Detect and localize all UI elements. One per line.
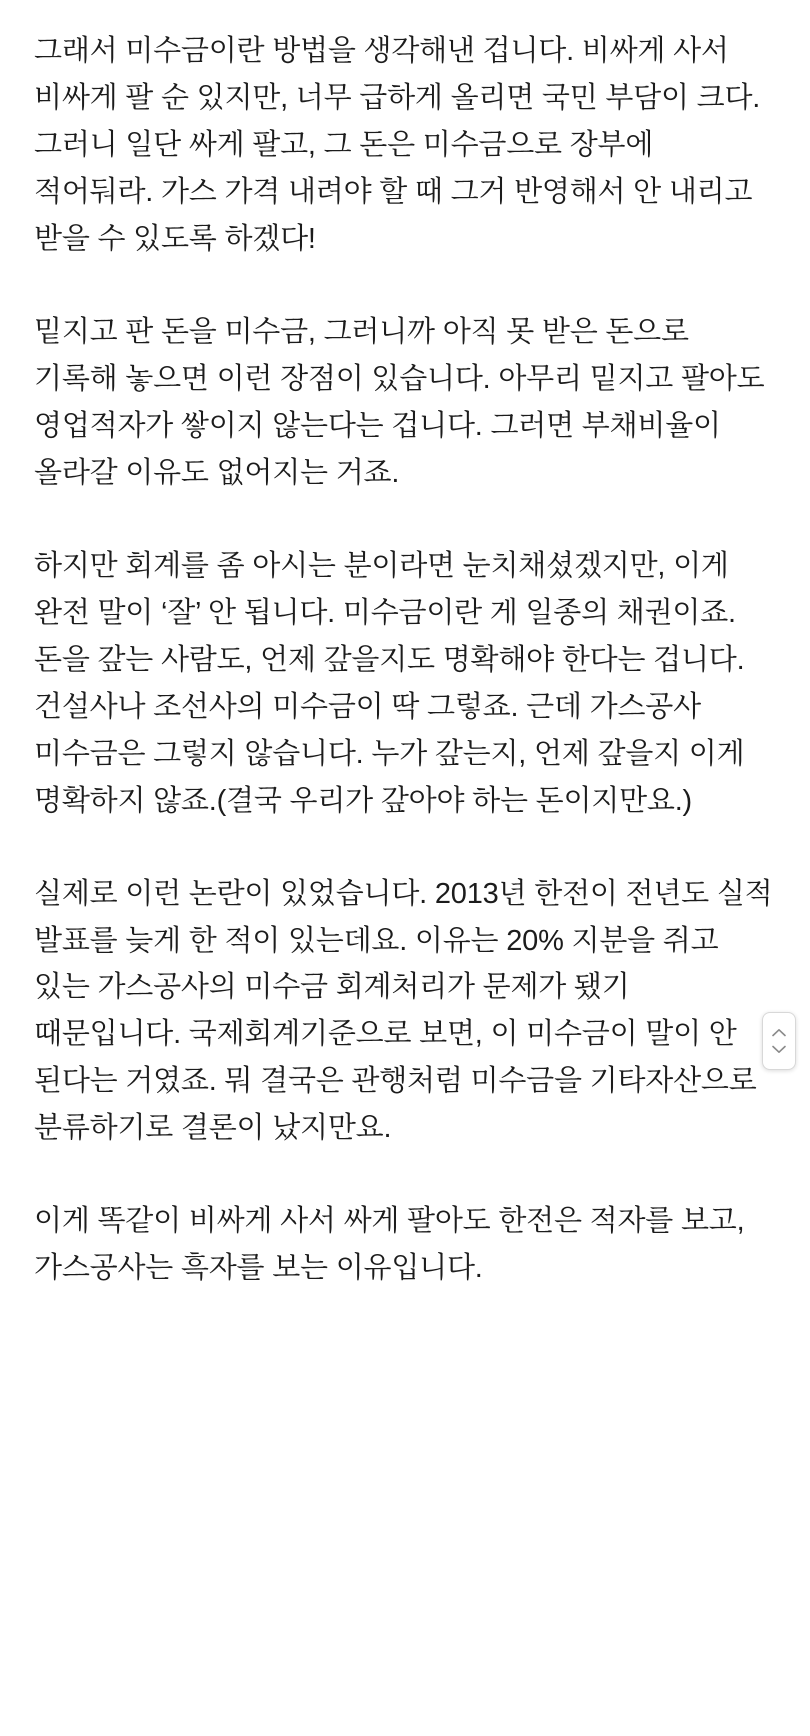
chevron-down-icon[interactable]: [772, 1045, 786, 1054]
chevron-up-icon[interactable]: [772, 1028, 786, 1037]
paragraph: 밑지고 판 돈을 미수금, 그러니까 아직 못 받은 돈으로 기록해 놓으면 이런 장점이 있습니다. 아무리 밑지고 팔아도 영업적자가 쌓이지 않는다는 겁니다. 그러면 부채비율이 올라갈 이유도 없어지는 거죠.: [34, 315, 765, 489]
paragraph: 실제로 이런 논란이 있었습니다. 2013년 한전이 전년도 실적 발표를 늦게 한 적이 있는데요. 이유는 20% 지분을 쥐고 있는 가스공사의 미수금 회계처리가 문제가 됐기 때문입니다. 국제회계기준으로 보면, 이 미수금이 말이 안 된다는 거였죠. 뭐 결국은 관행처럼 미수금을 기타자산으로 분류하기로 결론이 났지만요.: [34, 877, 773, 1145]
scroll-nudge-control[interactable]: [762, 1012, 796, 1070]
paragraph: 그래서 미수금이란 방법을 생각해낸 겁니다. 비싸게 사서 비싸게 팔 순 있지만, 너무 급하게 올리면 국민 부담이 크다. 그러니 일단 싸게 팔고, 그 돈은 미수금으로 장부에 적어둬라. 가스 가격 내려야 할 때 그거 반영해서 안 내리고 받을 수 있도록 하겠다!: [34, 35, 761, 255]
paragraph: 하지만 회계를 좀 아시는 분이라면 눈치채셨겠지만, 이게 완전 말이 ‘잘’ 안 됩니다. 미수금이란 게 일종의 채권이죠. 돈을 갚는 사람도, 언제 갚을지도 명확해야 한다는 겁니다. 건설사나 조선사의 미수금이 딱 그렇죠. 근데 가스공사 미수금은 그렇지 않습니다. 누가 갚는지, 언제 갚을지 이게 명확하지 않죠.(결국 우리가 갚아야 하는 돈이지만요.): [34, 549, 745, 817]
paragraph: 이게 똑같이 비싸게 사서 싸게 팔아도 한전은 적자를 보고, 가스공사는 흑자를 보는 이유입니다.: [34, 1205, 745, 1285]
